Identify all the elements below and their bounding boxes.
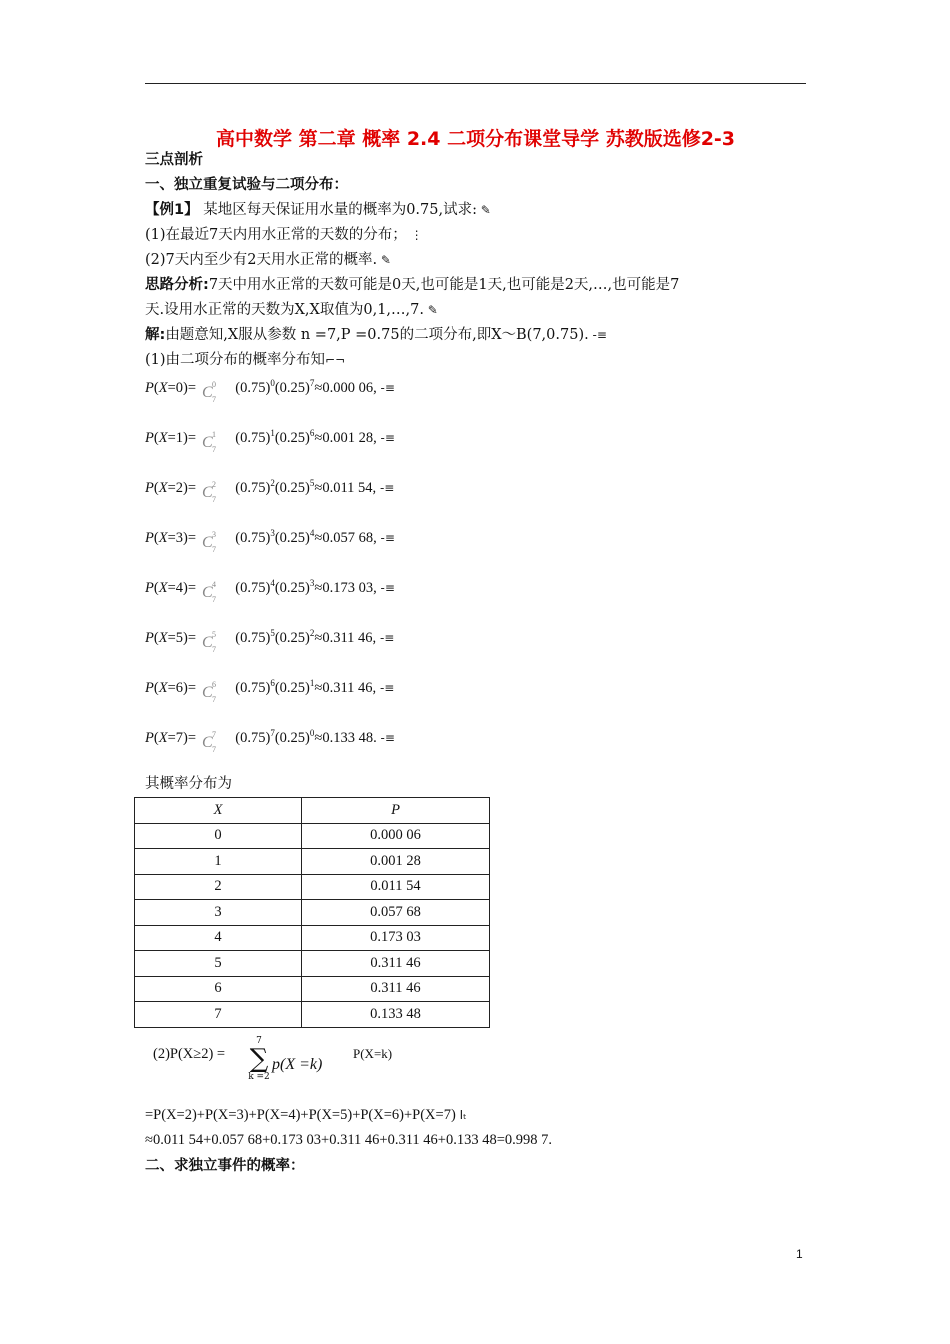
combination-symbol: C 6 7	[202, 679, 217, 704]
cell-p: 0.057 68	[302, 900, 490, 926]
cell-p: 0.173 03	[302, 925, 490, 951]
solution-line: 解:由题意知,X服从参数 n =7,P =0.75的二项分布,即X～B(7,0.75). -≡	[145, 327, 607, 343]
annotation-mark-icon: -≡	[376, 630, 395, 645]
table-row	[135, 925, 490, 951]
table-row	[135, 849, 490, 875]
page-title: 高中数学 第二章 概率 2.4 二项分布课堂导学 苏教版选修2-3	[215, 128, 736, 150]
annotation-mark-icon: -≡	[376, 680, 395, 695]
distribution-intro: 其概率分布为	[145, 776, 232, 792]
analysis-line-2: 天.设用水正常的天数为X,X取值为0,1,…,7. ✎	[145, 302, 438, 318]
cell-x: 7	[135, 1002, 302, 1028]
question-2: (2)7天内至少有2天用水正常的概率. ✎	[145, 252, 391, 268]
section-label: 三点剖析	[145, 152, 203, 168]
table-row	[135, 976, 490, 1002]
part2-prefix: (2)P(X≥2) =	[153, 1046, 226, 1062]
cell-x: 2	[135, 874, 302, 900]
heading-independent-trials: 一、独立重复试验与二项分布：	[145, 177, 348, 193]
annotation-mark-icon: ✎	[476, 203, 491, 217]
probability-line: P(X=6)= C 6 7 $(0.75)^6(0.25)^1\approx 0.311$ 46, -≡	[145, 678, 395, 704]
cell-p: 0.000 06	[302, 823, 490, 849]
annotation-mark-icon: -≡	[376, 380, 395, 395]
summation-aside: P(X=k)	[353, 1046, 393, 1061]
combination-symbol: C 1 7	[202, 429, 217, 454]
cell-x: 5	[135, 951, 302, 977]
combination-symbol: C 3 7	[202, 529, 217, 554]
probability-line: P(X=0)= C 0 7 $(0.75)^0(0.25)^7\approx 0.000$ 06, -≡	[145, 378, 395, 404]
cell-x: 1	[135, 849, 302, 875]
annotation-mark-icon: ⋮	[406, 228, 423, 242]
table-row	[135, 951, 490, 977]
table-header-row	[135, 798, 490, 824]
solution-label: 解:	[145, 327, 166, 343]
annotation-mark-icon: ✎	[423, 303, 438, 317]
table-row	[135, 823, 490, 849]
annotation-mark-icon: -≡	[376, 580, 395, 595]
column-header-p: P	[302, 798, 490, 824]
summation-term: p(X =k)	[272, 1056, 323, 1073]
cell-p: 0.011 54	[302, 874, 490, 900]
part1-intro: (1)由二项分布的概率分布知⌐¬	[145, 352, 346, 368]
annotation-mark-icon: -≡	[376, 480, 395, 495]
annotation-mark-icon: -≡	[376, 430, 395, 445]
combination-symbol: C 7 7	[202, 729, 217, 754]
annotation-mark-icon: ⌐¬	[325, 353, 346, 367]
combination-symbol: C 4 7	[202, 579, 217, 604]
example-text: 某地区每天保证用水量的概率为0.75,试求:	[198, 202, 477, 218]
probability-line: P(X=1)= C 1 7 $(0.75)^1(0.25)^6\approx 0.001$ 28, -≡	[145, 428, 395, 454]
cell-p: 0.311 46	[302, 976, 490, 1002]
cell-x: 3	[135, 900, 302, 926]
example-1	[145, 201, 491, 219]
annotation-mark-icon: ✎	[377, 253, 391, 267]
analysis-label: 思路分析:	[145, 277, 209, 293]
sum-result-line: ≈0.011 54+0.057 68+0.173 03+0.311 46+0.311 46+0.133 48=0.998 7.	[145, 1132, 553, 1148]
combination-symbol: C 2 7	[202, 479, 217, 504]
sum-expansion-line: =P(X=2)+P(X=3)+P(X=4)+P(X=5)+P(X=6)+P(X=7) Iₜ	[145, 1107, 467, 1123]
column-header-x: X	[135, 798, 302, 824]
annotation-mark-icon: -≡	[376, 730, 395, 745]
cell-p: 0.001 28	[302, 849, 490, 875]
heading-independent-events: 二、求独立事件的概率：	[145, 1158, 305, 1174]
example-tag: 【例1】	[145, 202, 199, 218]
analysis-line-1: 思路分析:7天中用水正常的天数可能是0天,也可能是1天,也可能是2天,…,也可能是7	[145, 277, 680, 293]
annotation-mark-icon: -≡	[588, 328, 607, 342]
table-body	[135, 823, 490, 1027]
cell-x: 4	[135, 925, 302, 951]
question-1: (1)在最近7天内用水正常的天数的分布； ⋮	[145, 227, 423, 243]
cell-p: 0.311 46	[302, 951, 490, 977]
summation-symbol: 7 ∑ k =2	[244, 1036, 274, 1082]
combination-symbol: C 5 7	[202, 629, 217, 654]
header-rule	[145, 83, 806, 84]
annotation-mark-icon: -≡	[376, 530, 395, 545]
table-row	[135, 874, 490, 900]
table-row	[135, 900, 490, 926]
probability-line: P(X=5)= C 5 7 $(0.75)^5(0.25)^2\approx 0.311$ 46, -≡	[145, 628, 395, 654]
cell-p: 0.133 48	[302, 1002, 490, 1028]
combination-symbol: C 0 7	[202, 379, 217, 404]
probability-line: P(X=2)= C 2 7 $(0.75)^2(0.25)^5\approx 0.011$ 54, -≡	[145, 478, 395, 504]
sigma-icon: ∑	[249, 1044, 269, 1074]
probability-line: P(X=3)= C 3 7 $(0.75)^3(0.25)^4\approx 0.057$ 68, -≡	[145, 528, 395, 554]
cell-x: 0	[135, 823, 302, 849]
distribution-table	[134, 797, 490, 1028]
annotation-mark-icon: Iₜ	[455, 1108, 467, 1122]
cell-x: 6	[135, 976, 302, 1002]
probability-line: P(X=4)= C 4 7 $(0.75)^4(0.25)^3\approx 0.173$ 03, -≡	[145, 578, 395, 604]
probability-line: P(X=7)= C 7 7 $(0.75)^7(0.25)^0\approx 0.133$ 48. -≡	[145, 728, 395, 754]
table-row	[135, 1002, 490, 1028]
page-number: 1	[796, 1247, 803, 1261]
